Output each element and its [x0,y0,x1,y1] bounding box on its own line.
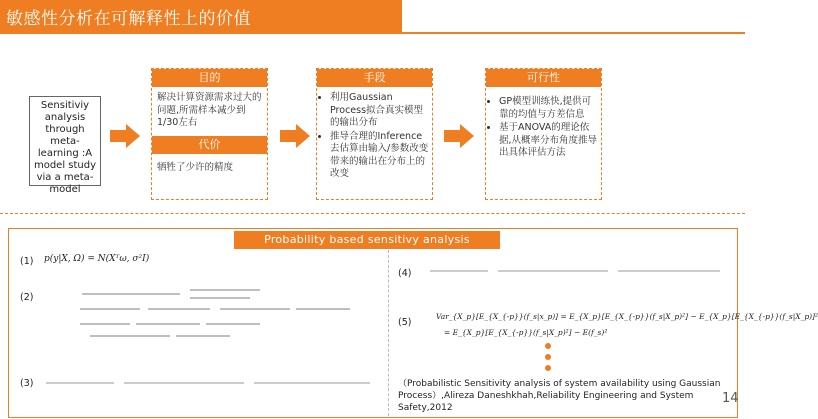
continuation-dot [545,354,551,360]
means-item: • 推导合理的Inference 去估算由输入/参数改变带来的输出在分布上的改变 [330,131,430,181]
arrow-right-icon [110,124,140,148]
feasibility-item: • GP模型训练快,提供可靠的均值与方差信息 [499,96,599,121]
equation-1: p(y|X, Ω) = N(Xᵀω, σ²I) [44,254,150,264]
equation-4-graphic [428,266,724,276]
study-title-box [29,96,101,195]
feasibility-header: 可行性 [486,69,601,87]
feasibility-item: • 基于ANOVA的理论依据,从概率分布角度推导出具体评估方法 [499,122,599,160]
reference-citation: （Probabilistic Sensitivity analysis of system availability using Gaussian Process）,Alireza Daneshkhah,Reliability Engineering and System Safety,2012 [398,379,721,413]
continuation-dot [545,343,551,349]
section-divider [0,213,745,214]
equation-2-graphic [60,284,370,346]
purpose-panel [151,68,268,200]
equation-5-line-1: Var_{X_p}[E_{X_{-p}}(f_s|x_p)] = E_{X_p}[E_{X_{-p}}(f_s|X_p)²] − E_{X_p}[E_{X_{-p}}(f_s|X_p)]² [436,312,818,321]
equation-3-graphic [44,378,374,388]
continuation-dot [545,365,551,371]
purpose-header: 目的 [152,69,267,87]
purpose-text: 解决计算资源需求过大的问题,所需样本减少到1/30左右 [157,92,262,128]
equation-1-label: (1) [20,256,34,267]
equation-4-label: (4) [398,268,412,279]
probability-header: Probability based sensitivy analysis [234,231,500,249]
equation-5-line-2: = E_{X_p}[E_{X_{-p}}(f_s|X_p)²] − E(f_s)² [444,328,608,337]
cost-header: 代价 [152,136,267,154]
cost-text: 牺牲了少许的精度 [157,162,234,173]
title-divider [0,32,745,34]
equation-2-label: (2) [20,292,34,303]
means-header: 手段 [317,69,432,87]
arrow-right-icon [280,124,310,148]
page-number: 14 [722,391,739,406]
arrow-right-icon [444,124,474,148]
page-title: 敏感性分析在可解释性上的价值 [6,9,251,29]
equation-3-label: (3) [20,378,34,389]
equation-5-label: (5) [398,317,412,328]
panel-separator [388,250,389,416]
study-title-text: Sensitiviy analysis through meta-learning :A model study via a meta-model [33,100,97,195]
means-list [318,92,430,182]
means-item: • 利用Gaussian Process拟合真实模型的输出分布 [330,92,430,130]
feasibility-list [487,96,599,161]
